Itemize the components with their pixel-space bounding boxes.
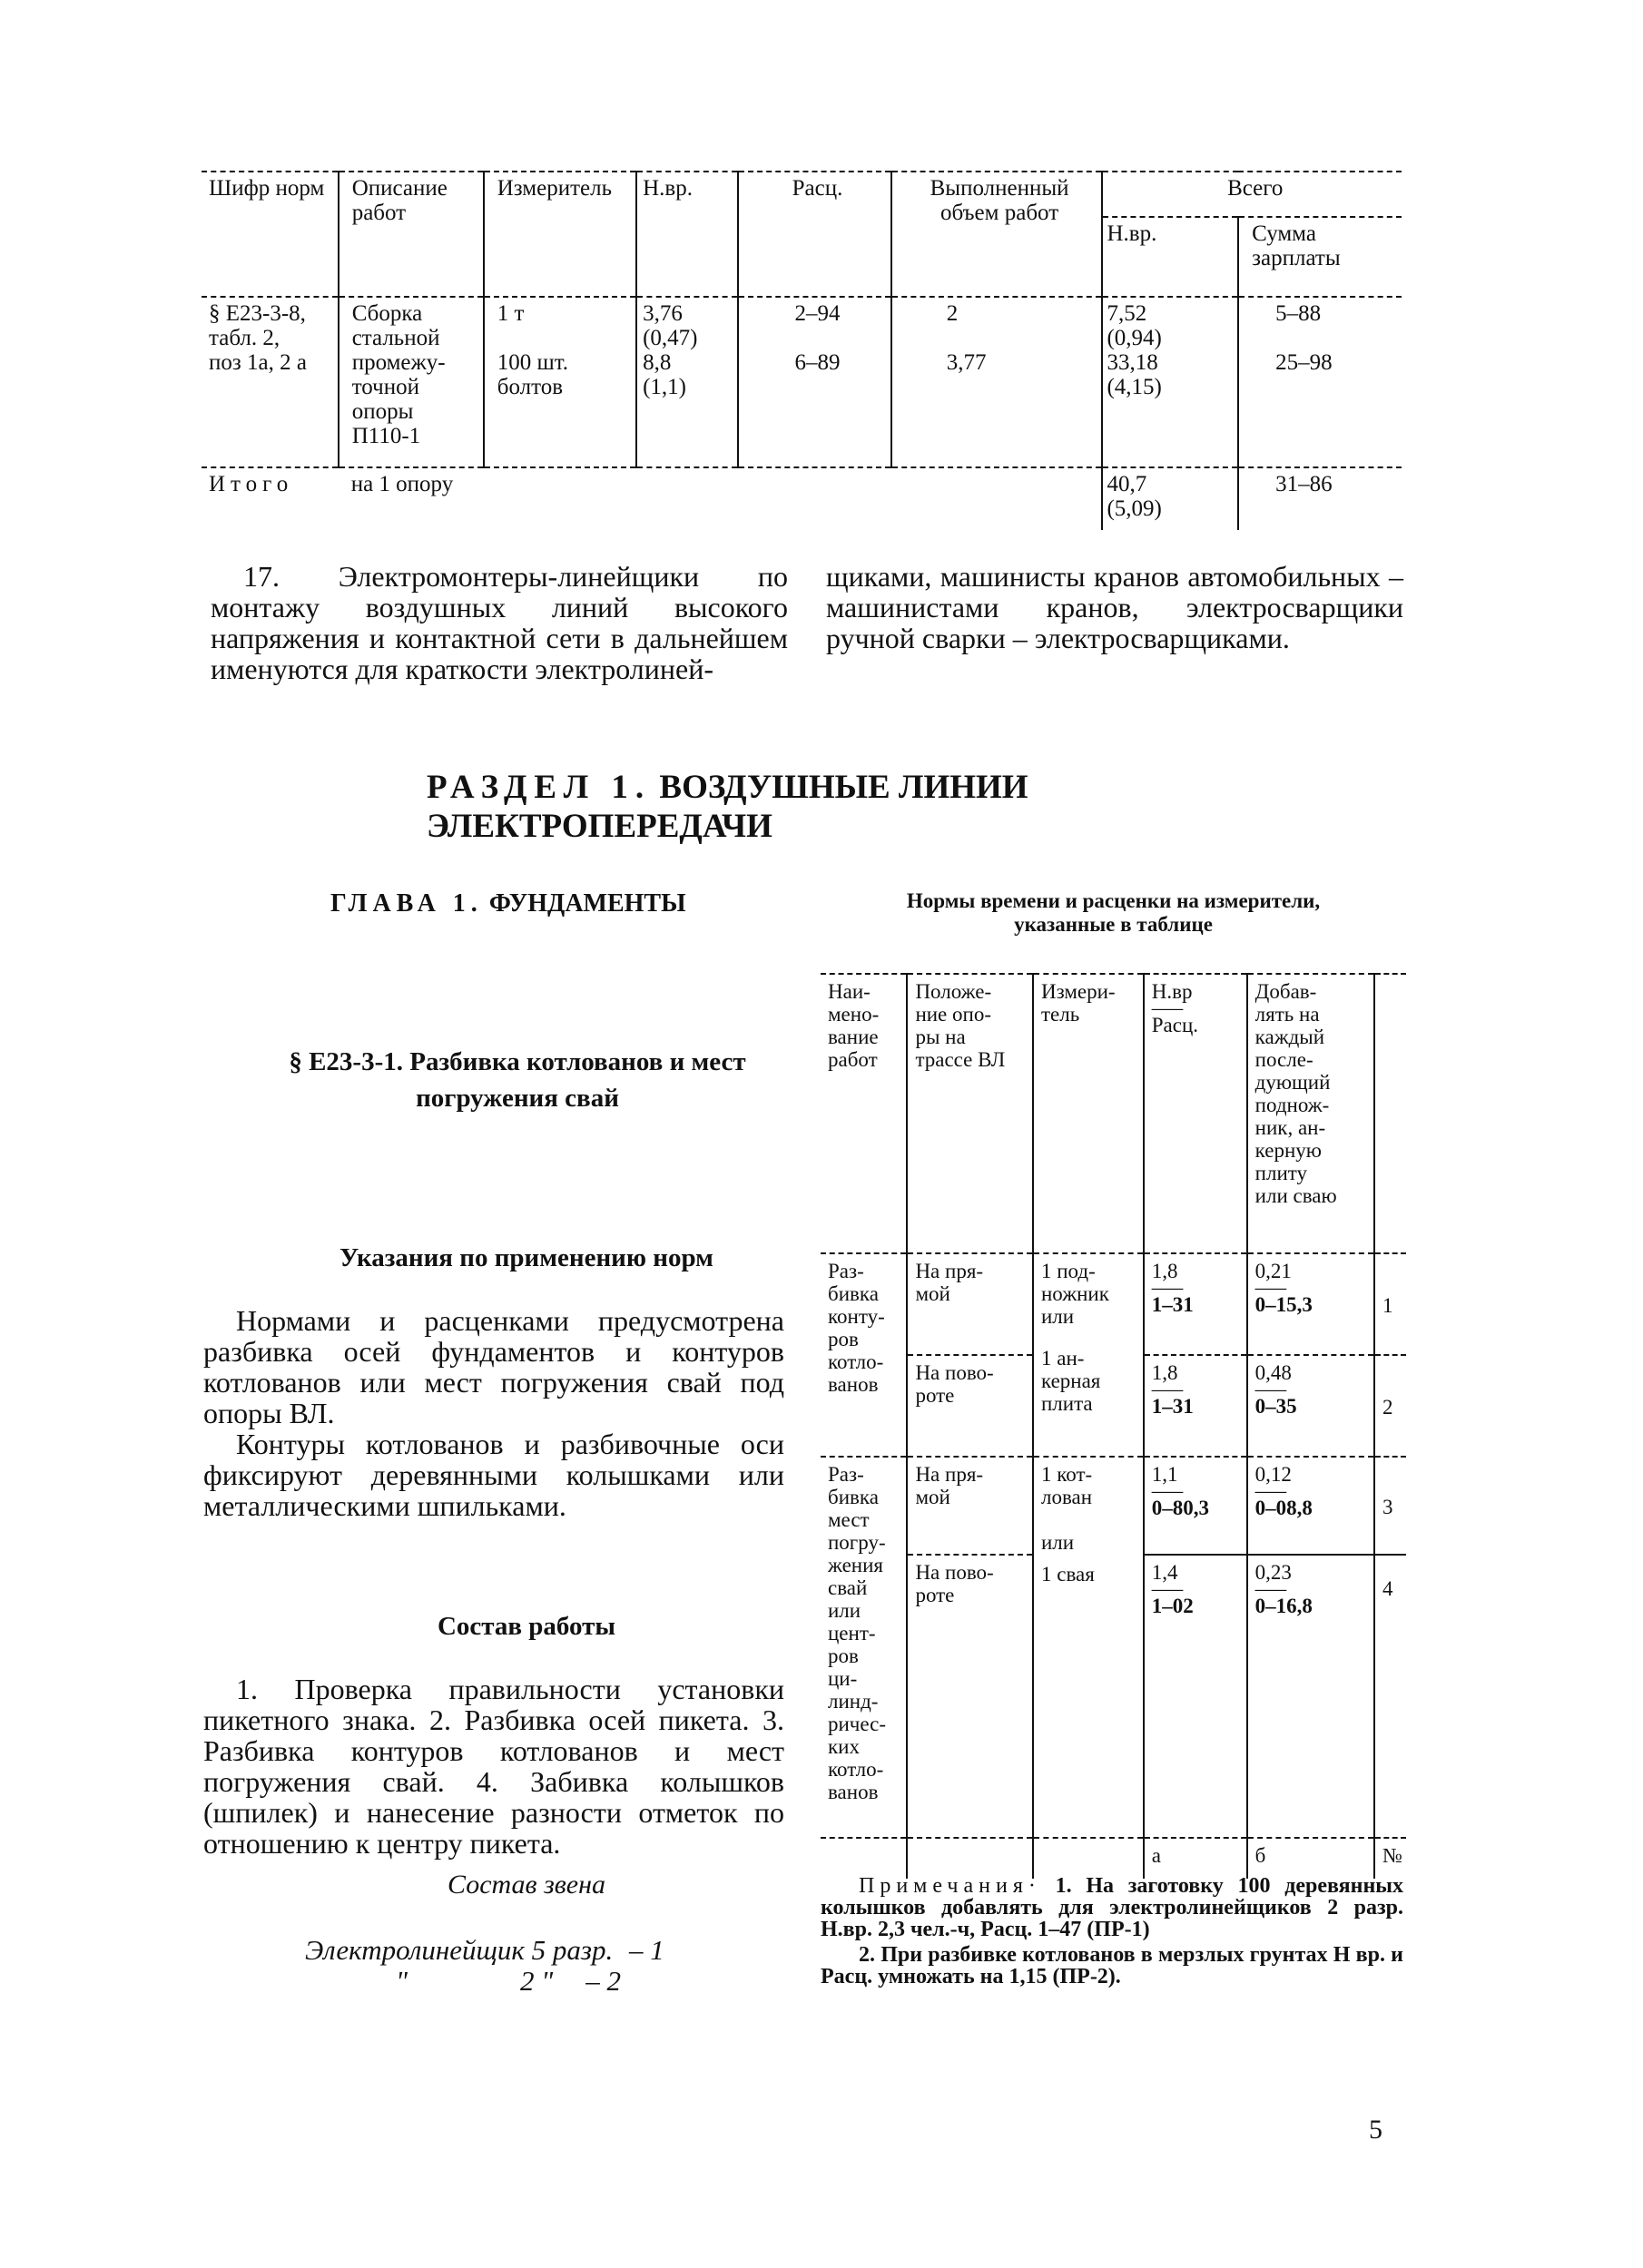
norm-header-rasc: Расц. xyxy=(1151,1014,1199,1036)
norm-table-header-row xyxy=(821,974,1406,1253)
group1-unit xyxy=(1033,1253,1144,1457)
footer-empty-3 xyxy=(1033,1838,1144,1879)
group2-row1-position: На пря- мой xyxy=(907,1457,1033,1555)
group1-row1-nvr-rasc xyxy=(1144,1253,1247,1355)
group2-row2-position: На пово- роте xyxy=(907,1555,1033,1838)
group2-row1-add xyxy=(1247,1457,1374,1555)
crew-heading: Состав звена xyxy=(447,1870,605,1900)
group1-row1-position: На пря- мой xyxy=(907,1253,1033,1355)
cell-rasc: 2–94 6–89 xyxy=(738,297,890,467)
header-nvr: Н.вр. xyxy=(636,172,738,297)
group1-row1-add-nvr: 0,21 xyxy=(1254,1260,1292,1282)
group1-row1-rasc: 1–31 xyxy=(1151,1293,1194,1316)
header-total: Всего xyxy=(1102,172,1402,217)
section-title: ВОЗДУШНЫЕ ЛИНИИ ЭЛЕКТРОПЕРЕДАЧИ xyxy=(427,769,1028,845)
norm-header-position: Положе- ние опо- ры на трассе ВЛ xyxy=(907,974,1033,1253)
norm-table xyxy=(821,973,1406,1879)
group1-row2-add-nvr: 0,48 xyxy=(1254,1361,1292,1384)
footer-b: б xyxy=(1247,1838,1374,1879)
cell-total-sum: 5–88 25–98 xyxy=(1238,297,1402,467)
para-17-left xyxy=(211,561,788,684)
summary-table xyxy=(202,171,1402,530)
composition-text: 1. Проверка правильности установки пикетного знака. 2. Разбивка осей пикета. 3. Разбивка контуров котлованов и мест погружения свай. 4. Забивка колышков (шпилек) и нанесение разности отметок по отношению к центру пикета. xyxy=(203,1673,784,1860)
fraction-bar: ––– xyxy=(1254,1378,1287,1400)
group2-row1-rasc: 0–80,3 xyxy=(1151,1497,1210,1519)
composition-heading: Состав работы xyxy=(437,1612,616,1641)
fraction-bar: ––– xyxy=(1254,1479,1287,1502)
footer-empty-1 xyxy=(821,1838,907,1879)
crew-line-2-count: – 2 xyxy=(585,1965,622,1997)
fraction-bar: ––– xyxy=(1151,1577,1184,1600)
norm-header-add: Добав- лять на каждый после- дующий поднож- ник, ан- керную плиту или сваю xyxy=(1247,974,1374,1253)
section-prefix: РАЗДЕЛ 1. xyxy=(427,769,652,806)
group1-row2-nvr: 1,8 xyxy=(1151,1361,1178,1384)
note-1 xyxy=(821,1875,1403,1940)
group2-unit-bottom: 1 свая xyxy=(1040,1563,1095,1586)
group2-row2-add-nvr: 0,23 xyxy=(1254,1561,1292,1584)
norm-header-unit: Измери- тель xyxy=(1033,974,1144,1253)
group2-row2-no: 4 xyxy=(1374,1555,1406,1838)
footer-a: а xyxy=(1144,1838,1247,1879)
group2-name: Раз- бивка мест погру- жения свай или цент- ров ци- линд- ричес- ких котло- ванов xyxy=(821,1457,907,1838)
crew-line-2-name: " 2 " xyxy=(396,1965,554,1997)
group2-row2-rasc: 1–02 xyxy=(1151,1595,1194,1617)
itogo-label: Итого xyxy=(209,472,294,496)
header-code: Шифр норм xyxy=(209,176,325,201)
fraction-bar: ––– xyxy=(1151,1276,1184,1299)
group2-row1-nvr-rasc xyxy=(1144,1457,1247,1555)
itogo-unit: на 1 опору xyxy=(350,472,454,496)
note-2: 2. При разбивке котлованов в мерзлых грунтах Н вр. и Расц. умножать на 1,15 (ПР-2). xyxy=(821,1943,1403,1988)
footer-empty-2 xyxy=(907,1838,1033,1879)
fraction-bar: ––– xyxy=(1254,1577,1287,1600)
instructions-p2: Контуры котлованов и разбивочные оси фиксируют деревянными колышками или металлическими шпильками. xyxy=(203,1428,784,1522)
itogo-total-nvr: 40,7 (5,09) xyxy=(1102,467,1238,530)
cell-total-nvr: 7,52 (0,94) 33,18 (4,15) xyxy=(1102,297,1238,467)
group1-row1-add-rasc: 0–15,3 xyxy=(1254,1293,1313,1316)
group1-row1-nvr: 1,8 xyxy=(1151,1260,1178,1282)
crew-line-1-name: Электролинейщик 5 разр. xyxy=(305,1934,614,1966)
group1-row2-no: 2 xyxy=(1374,1355,1406,1457)
group1-unit-top: 1 под- ножник или xyxy=(1040,1260,1109,1328)
chapter-heading xyxy=(330,889,686,918)
group2-row2-nvr-rasc xyxy=(1144,1555,1247,1838)
group2-unit-top: 1 кот- лован или xyxy=(1040,1463,1093,1554)
summary-table-header-row xyxy=(202,172,1402,217)
group2-unit xyxy=(1033,1457,1144,1838)
norm-header-nvr: Н.вр xyxy=(1151,980,1193,1003)
para-17-left-text: Электромонтеры-линейщики по монтажу воздушных линий высокого напряжения и контактной сети в дальнейшем именуются для краткости электролиней- xyxy=(211,560,788,685)
header-volume: Выполненный объем работ xyxy=(891,172,1103,297)
norm-header-no xyxy=(1374,974,1406,1253)
chapter-title: ФУНДАМЕНТЫ xyxy=(488,889,686,918)
header-total-sum: Сумма зарплаты xyxy=(1238,217,1402,297)
cell-unit: 1 т 100 шт. болтов xyxy=(484,297,636,467)
cell-desc: Сборка стальной промежу- точной опоры П110-1 xyxy=(339,297,484,467)
cell-volume: 2 3,77 xyxy=(891,297,1103,467)
instructions-p1: Нормами и расценками предусмотрена разбивка осей фундаментов и контуров котлованов или мест погружения свай под опоры ВЛ. xyxy=(203,1304,784,1429)
notes xyxy=(821,1875,1403,1988)
para-17-right: щиками, машинисты кранов автомобильных – машинистами кранов, электросварщики ручной сварки – электросварщиками. xyxy=(826,560,1403,654)
group1-row2-position: На пово- роте xyxy=(907,1355,1033,1457)
crew-line-1 xyxy=(305,1935,664,1966)
itogo-total-sum: 31–86 xyxy=(1238,467,1402,530)
page-number: 5 xyxy=(1369,2115,1382,2145)
notes-label: Примечания· xyxy=(859,1874,1041,1898)
group1-row1-add xyxy=(1247,1253,1374,1355)
chapter-prefix: ГЛАВА 1. xyxy=(330,889,483,918)
note-1-text: 1. На заготовку 100 деревянных колышков добавлять для электролинейщиков 2 разр. Н.вр. 2,3 чел.-ч, Расц. 1–47 (ПР-1) xyxy=(821,1874,1404,1941)
fraction-bar: ––– xyxy=(1151,1378,1184,1400)
group2-row2-add xyxy=(1247,1555,1374,1838)
instructions-heading: Указания по применению норм xyxy=(339,1243,713,1272)
norm-table-footer-row xyxy=(821,1838,1406,1879)
fraction-bar: ––– xyxy=(1151,997,1184,1019)
header-total-nvr: Н.вр. xyxy=(1102,217,1238,297)
group1-unit-bottom: 1 ан- керная плита xyxy=(1040,1347,1101,1415)
norm-header-nvr-rasc xyxy=(1144,974,1247,1253)
section-heading xyxy=(427,768,1244,846)
group1-row2-rasc: 1–31 xyxy=(1151,1395,1194,1418)
cell-code: § Е23-3-8, табл. 2, поз 1а, 2 а xyxy=(209,301,307,375)
group1-row1-no: 1 xyxy=(1374,1253,1406,1355)
group1-row2-add xyxy=(1247,1355,1374,1457)
fraction-bar: ––– xyxy=(1254,1276,1287,1299)
footer-no: № xyxy=(1374,1838,1406,1879)
group2-row1-no: 3 xyxy=(1374,1457,1406,1555)
header-unit: Измеритель xyxy=(484,172,636,297)
fraction-bar: ––– xyxy=(1151,1479,1184,1502)
group2-row1-add-nvr: 0,12 xyxy=(1254,1463,1292,1486)
table-row xyxy=(202,297,1402,467)
norm-table-caption: Нормы времени и расценки на измерители, указанные в таблице xyxy=(906,889,1321,936)
table-row xyxy=(821,1457,1406,1555)
header-rasc: Расц. xyxy=(738,172,890,297)
group2-row2-nvr: 1,4 xyxy=(1151,1561,1178,1584)
crew-line-1-count: – 1 xyxy=(629,1934,664,1966)
norm-header-name: Наи- мено- вание работ xyxy=(828,980,880,1071)
group1-row2-nvr-rasc xyxy=(1144,1355,1247,1457)
crew-line-2 xyxy=(305,1966,621,1997)
group1-row2-add-rasc: 0–35 xyxy=(1254,1395,1297,1418)
table-row xyxy=(821,1253,1406,1355)
total-row xyxy=(202,467,1402,530)
group2-row1-nvr: 1,1 xyxy=(1151,1463,1178,1486)
group2-row1-add-rasc: 0–08,8 xyxy=(1254,1497,1313,1519)
paragraph-heading: § Е23-3-1. Разбивка котлованов и мест погружения свай xyxy=(289,1047,746,1113)
group2-row2-add-rasc: 0–16,8 xyxy=(1254,1595,1313,1617)
header-desc: Описание работ xyxy=(339,172,484,297)
group1-name: Раз- бивка конту- ров котло- ванов xyxy=(821,1253,907,1457)
para-17-number: 17. xyxy=(243,560,280,593)
cell-nvr: 3,76 (0,47) 8,8 (1,1) xyxy=(636,297,738,467)
